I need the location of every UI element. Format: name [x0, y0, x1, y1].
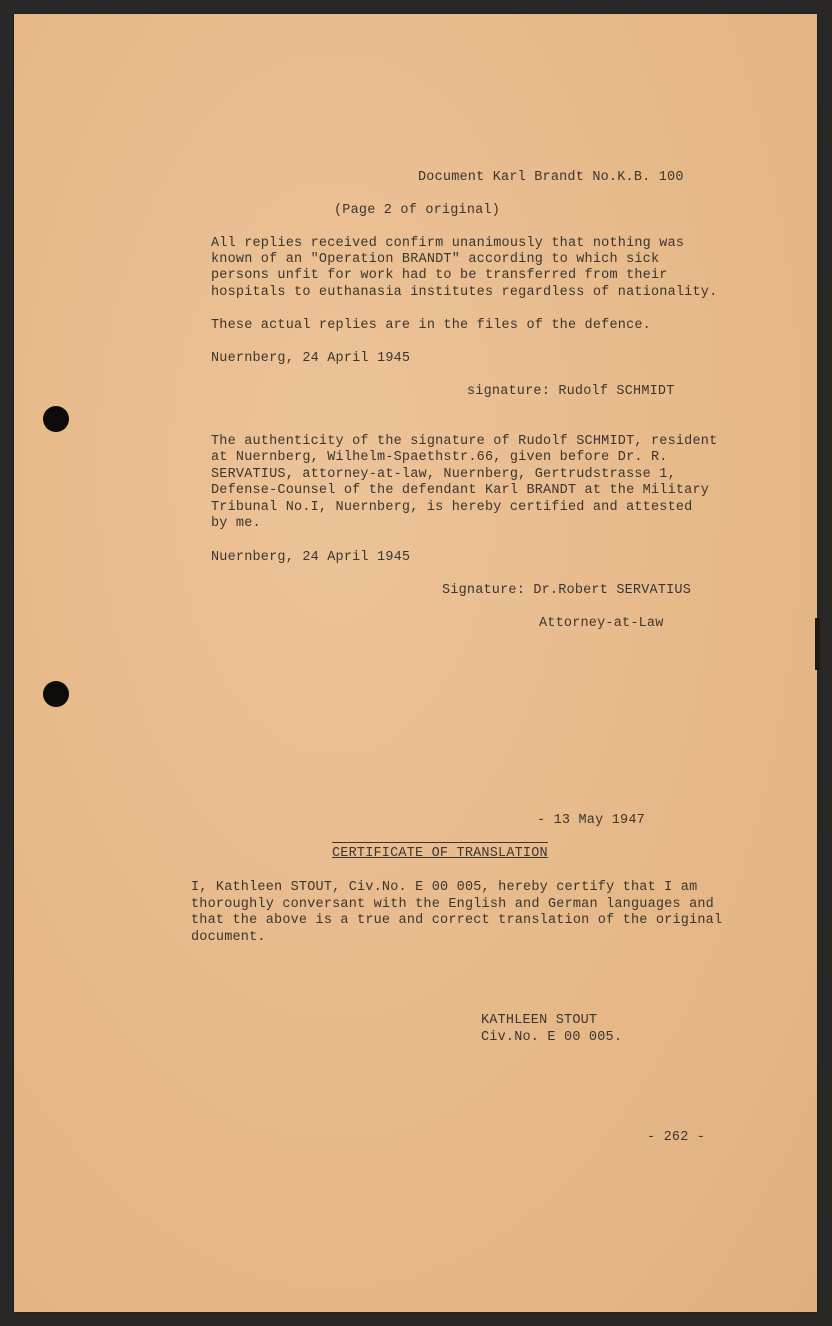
signature-servatius: Signature: Dr.Robert SERVATIUS: [442, 583, 692, 598]
paragraph-1-line-3: persons unfit for work had to be transferred from their: [211, 268, 668, 283]
paragraph-3-line-1: The authenticity of the signature of Rudolf SCHMIDT, resident: [211, 434, 718, 449]
paragraph-3-line-6: by me.: [211, 516, 261, 531]
certificate-line-4: document.: [191, 930, 266, 945]
page-edge-tab: [815, 618, 820, 670]
paragraph-2: These actual replies are in the files of the defence.: [211, 318, 651, 333]
paragraph-3-line-4: Defense-Counsel of the defendant Karl BRANDT at the Military: [211, 483, 710, 498]
place-date-1: Nuernberg, 24 April 1945: [211, 351, 411, 366]
certificate-top-rule: [332, 842, 548, 843]
punch-hole-upper: [43, 406, 69, 432]
certificate-line-1: I, Kathleen STOUT, Civ.No. E 00 005, hereby certify that I am: [191, 880, 698, 895]
translator-civ-number: Civ.No. E 00 005.: [481, 1030, 623, 1045]
certificate-line-2: thoroughly conversant with the English and German languages and: [191, 897, 714, 912]
paragraph-3-line-2: at Nuernberg, Wilhelm-Spaethstr.66, given before Dr. R.: [211, 450, 668, 465]
paragraph-3-line-5: Tribunal No.I, Nuernberg, is hereby certified and attested: [211, 500, 693, 515]
translator-name: KATHLEEN STOUT: [481, 1013, 598, 1028]
punch-hole-lower: [43, 681, 69, 707]
paragraph-1-line-4: hospitals to euthanasia institutes regardless of nationality.: [211, 285, 718, 300]
signature-schmidt: signature: Rudolf SCHMIDT: [467, 384, 675, 399]
paragraph-1-line-1: All replies received confirm unanimously that nothing was: [211, 236, 685, 251]
page-note: (Page 2 of original): [334, 203, 501, 218]
paragraph-3-line-3: SERVATIUS, attorney-at-law, Nuernberg, Gertrudstrasse 1,: [211, 467, 676, 482]
document-reference: Document Karl Brandt No.K.B. 100: [418, 170, 684, 185]
signature-servatius-title: Attorney-at-Law: [539, 616, 664, 631]
certificate-date: - 13 May 1947: [537, 813, 645, 828]
paragraph-1-line-2: known of an "Operation BRANDT" according to which sick: [211, 252, 660, 267]
certificate-title: CERTIFICATE OF TRANSLATION: [332, 846, 548, 861]
page-number: - 262 -: [647, 1130, 706, 1145]
place-date-2: Nuernberg, 24 April 1945: [211, 550, 411, 565]
certificate-line-3: that the above is a true and correct translation of the original: [191, 913, 723, 928]
